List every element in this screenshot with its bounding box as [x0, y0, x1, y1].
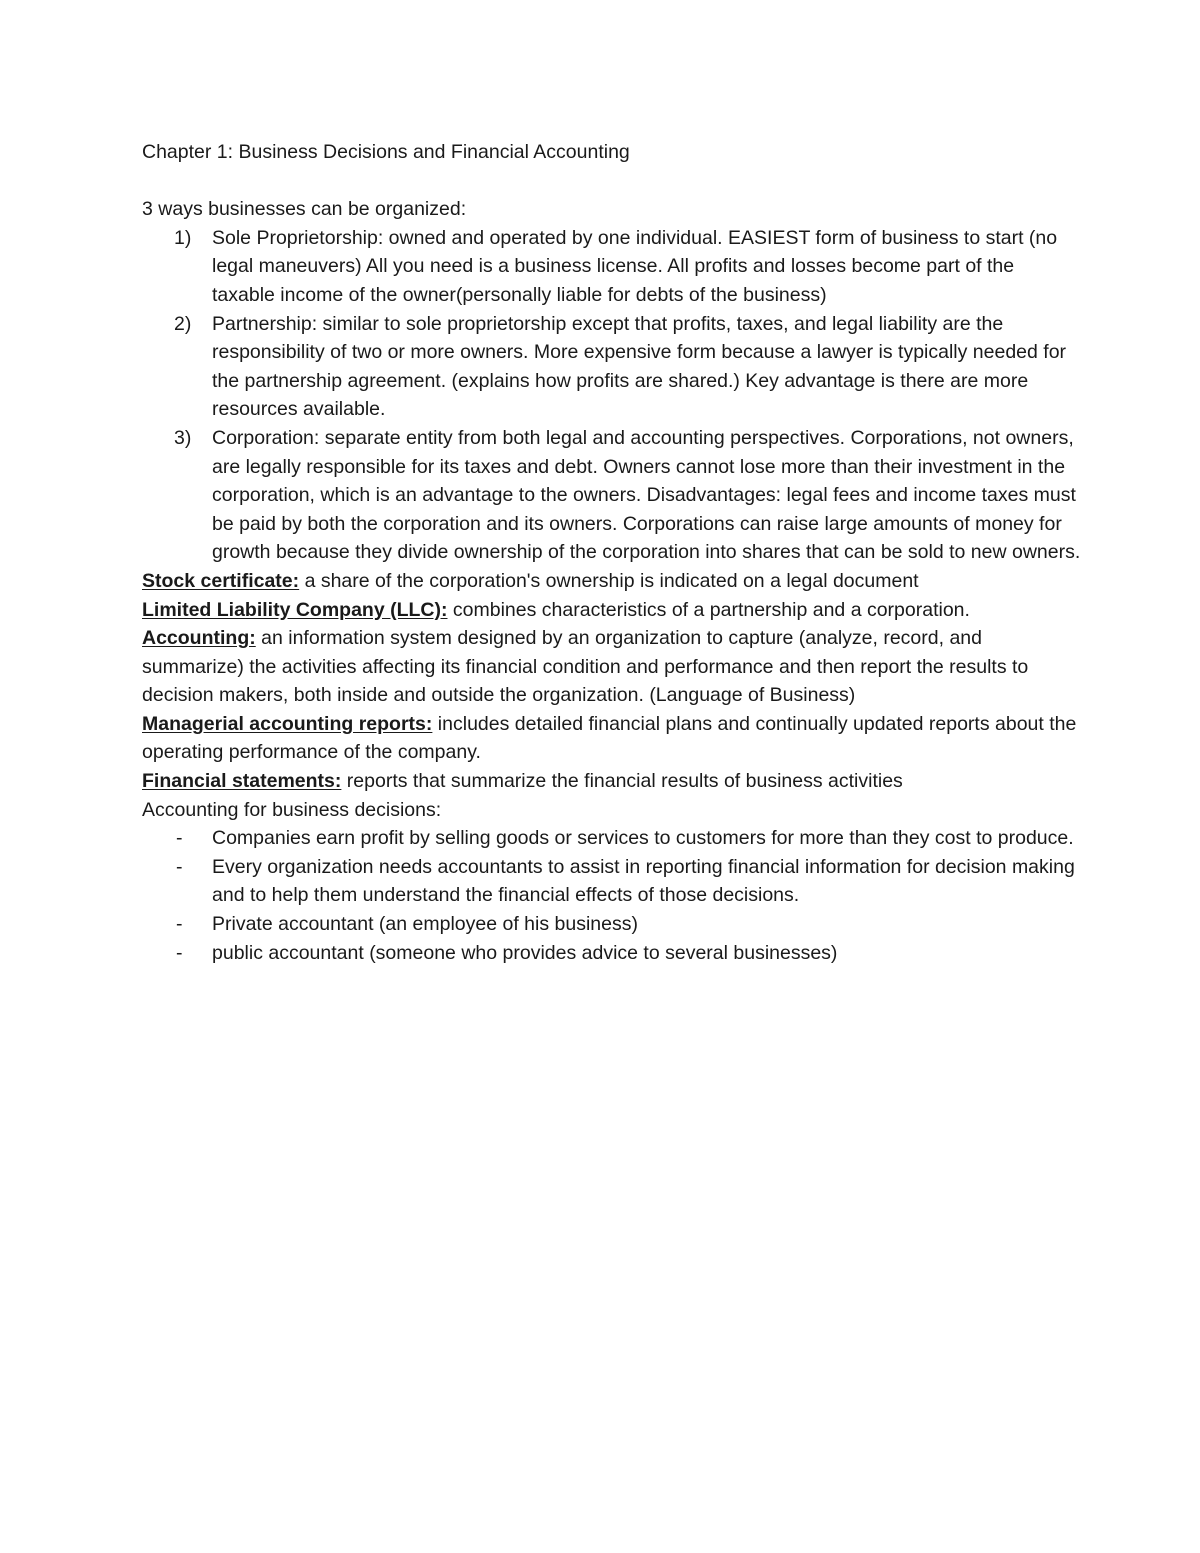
list-item	[142, 824, 1082, 853]
list-item-corporation	[142, 424, 1082, 567]
list-item-text: Companies earn profit by selling goods or services to customers for more than they cost to produce.	[212, 827, 1074, 850]
blank-line	[142, 167, 1082, 196]
decision-points-list	[142, 824, 1082, 967]
list-item-partnership	[142, 310, 1082, 424]
definition-accounting	[142, 624, 1082, 710]
organization-types-list	[142, 224, 1082, 567]
definition-term: Managerial accounting reports:	[142, 712, 433, 735]
list-number: 2)	[174, 312, 192, 335]
dash-marker: -	[176, 827, 183, 850]
definition-text: a share of the corporation's ownership is indicated on a legal document	[299, 569, 919, 592]
list-item	[142, 910, 1082, 939]
dash-marker: -	[176, 941, 183, 964]
decisions-heading: Accounting for business decisions:	[142, 798, 442, 821]
list-item	[142, 939, 1082, 968]
definition-llc	[142, 596, 1082, 625]
list-item-text: Sole Proprietorship: owned and operated by one individual. EASIEST form of business to start (no legal maneuvers) All you need is a business license. All profits and losses become part of the taxable income of the owner(personally liable for debts of the business)	[212, 226, 1058, 306]
list-item-text: Partnership: similar to sole proprietorship except that profits, taxes, and legal liability are the responsibility of two or more owners. More expensive form because a lawyer is typically needed for the partnership agreement. (explains how profits are shared.) Key advantage is there are more resources available.	[212, 312, 1067, 421]
definition-text: includes detailed financial plans and continually updated reports about the operating performance of the company.	[142, 712, 1077, 764]
list-item-sole-proprietorship	[142, 224, 1082, 310]
document-page	[142, 138, 1082, 967]
dash-marker: -	[176, 855, 183, 878]
definition-managerial-accounting-reports	[142, 710, 1082, 767]
list-number: 1)	[174, 226, 192, 249]
definition-text: combines characteristics of a partnership and a corporation.	[447, 598, 970, 621]
list-number: 3)	[174, 426, 192, 449]
definition-term: Limited Liability Company (LLC):	[142, 598, 448, 621]
list-item-text: Private accountant (an employee of his business)	[212, 913, 638, 936]
list-item-text: Every organization needs accountants to assist in reporting financial information for decision making and to help them understand the financial effects of those decisions.	[212, 855, 1075, 907]
definition-text: reports that summarize the financial results of business activities	[341, 770, 903, 793]
list-item-text: Corporation: separate entity from both legal and accounting perspectives. Corporations, not owners, are legally responsible for its taxes and debt. Owners cannot lose more than their investment in the corporation, which is an advantage to the owners. Disadvantages: legal fees and income taxes must be paid by both the corporation and its owners. Corporations can raise large amounts of money for growth because they divide ownership of the corporation into shares that can be sold to new owners.	[212, 426, 1081, 564]
definition-term: Stock certificate:	[142, 569, 300, 592]
chapter-title: Chapter 1: Business Decisions and Financial Accounting	[142, 141, 630, 163]
list-item	[142, 853, 1082, 910]
definition-term: Financial statements:	[142, 770, 342, 793]
list-item-text: public accountant (someone who provides advice to several businesses)	[212, 941, 838, 964]
definition-financial-statements	[142, 767, 1082, 796]
dash-marker: -	[176, 913, 183, 936]
definition-term: Accounting:	[142, 627, 256, 650]
intro-text: 3 ways businesses can be organized:	[142, 198, 467, 221]
definition-stock-certificate	[142, 567, 1082, 596]
definition-text: an information system designed by an organization to capture (analyze, record, and summarize) the activities affecting its financial condition and performance and then report the results to decision makers, both inside and outside the organization. (Language of Business)	[142, 627, 1029, 707]
